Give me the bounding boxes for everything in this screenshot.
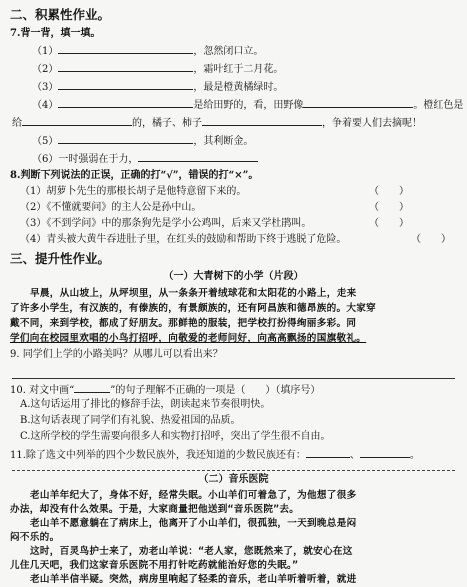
fill-item: （1） ，忽然闭口立。 (32, 46, 264, 57)
section-title: 三、提升性作业。 (10, 251, 111, 266)
fill-item: （2） ，霜叶红于二月花。 (32, 64, 284, 75)
answer-line[interactable] (12, 378, 455, 379)
fill-item: （5） ，其利断金。 (32, 136, 254, 147)
answer-brackets[interactable]: （ ） (369, 186, 409, 197)
fill-item-continued: 给 的，橘子、柿子 ，争着要人们去摘呢！ (12, 118, 422, 129)
question-stem: 9. 同学们上学的小路美吗？从哪儿可以看出来？ (10, 349, 223, 360)
judge-item: （1）胡萝卜先生的那根长胡子是他特意留下来的。 （ ） (20, 186, 409, 197)
answer-blank[interactable] (58, 44, 193, 54)
passage-title: （二）音乐医院 (198, 474, 269, 485)
answer-blank[interactable] (303, 98, 413, 108)
fill-item: （4） 是给田野的，看，田野像 。橙红色是 (32, 100, 464, 111)
answer-brackets[interactable]: （ ） (411, 234, 451, 245)
passage-line: 闷不乐的。 (10, 532, 60, 543)
passage-line: 儿住几天吧，我们这家音乐医院不用打针吃药就能治好您的失眠。” (10, 560, 299, 571)
question-stem: 11.除了选文中列举的四个少数民族外，我还知道的少数民族还有： 、 。 (10, 450, 420, 461)
answer-brackets[interactable]: （ ） (369, 202, 409, 213)
answer-blank[interactable] (58, 62, 193, 72)
passage-line: 戴不同，来到学校，都成了好朋友。那鲜艳的服装，把学校打扮得绚丽多彩。同 (10, 318, 357, 329)
judge-item: （3）《不到学问》中的那条狗先是学小公鸡叫，后来又学杜鹃叫。 （ ） (20, 218, 409, 229)
judge-item: （2）《不懂就要问》的主人公是孙中山。 （ ） (20, 202, 409, 213)
option-a: A.这句话运用了排比的修辞手法，朗读起来节奏很明快。 (20, 399, 271, 410)
passage-line: 老山羊半信半疑。突然，病房里响起了轻柔的音乐，老山羊听着听着，就进 (30, 574, 357, 585)
divider (12, 470, 455, 471)
answer-blank[interactable] (360, 448, 410, 458)
answer-blank[interactable] (58, 134, 193, 144)
answer-blank[interactable] (306, 448, 350, 458)
underlined-sentence: 学们向在校园里欢唱的小鸟打招呼，向敬爱的老师问好，向高高飘扬的国旗敬礼。 (10, 333, 367, 344)
passage-line: 早晨，从山坡上，从坪坝里，从一条条开着绒球花和太阳花的小路上，走来 (30, 288, 357, 299)
question-stem: 10. 对文中画“ ”的句子理解不正确的一项是（ ）（填序号） (10, 385, 321, 396)
answer-blank[interactable] (202, 116, 322, 126)
answer-blank[interactable] (22, 116, 132, 126)
fill-item: （6）一时强弱在于力， (32, 152, 459, 166)
fill-item: （3） ，最是橙黄橘绿时。 (32, 82, 284, 93)
option-b: B.这句话表现了同学们有礼貌、热爱祖国的品质。 (20, 415, 241, 426)
question-stem: 8.判断下列说法的正误，正确的打“√”，错误的打“×”。 (10, 170, 259, 181)
answer-blank[interactable] (58, 80, 193, 90)
option-c: C.这所学校的学生需要向很多人和实物打招呼，突出了学生很不自由。 (20, 431, 331, 442)
passage-line: 了许多小学生，有汉族的，有傣族的，有景颇族的，还有阿昌族和德昂族的。大家穿 (10, 303, 377, 314)
question-stem: 7.背一背，填一填。 (10, 28, 101, 39)
passage-title: （一）大青树下的小学（片段） (163, 271, 304, 282)
judge-item: （4）青头被大黄牛吞进肚子里，在红头的鼓励和帮助下终于逃脱了危险。 （ ） (20, 234, 451, 245)
passage-line: 老山羊年纪大了，身体不好，经常失眠。小山羊们可着急了，为他想了很多 (30, 490, 357, 501)
answer-brackets[interactable]: （ ） (369, 218, 409, 229)
answer-blank[interactable] (138, 152, 258, 162)
underline-mark (74, 383, 110, 393)
answer-blank[interactable] (58, 98, 193, 108)
passage-line: 办法，却没有什么效果。于是，大家商量把他送到“音乐医院”去。 (10, 504, 300, 515)
passage-line: 这时，百灵鸟护士来了，劝老山羊说：“老人家，您既然来了，就安心在这 (30, 546, 353, 557)
section-title: 二、积累性作业。 (10, 7, 111, 22)
passage-line: 老山羊不愿意躺在了病床上，他离开了小山羊们，很孤独，一天到晚总是闷 (30, 518, 357, 529)
